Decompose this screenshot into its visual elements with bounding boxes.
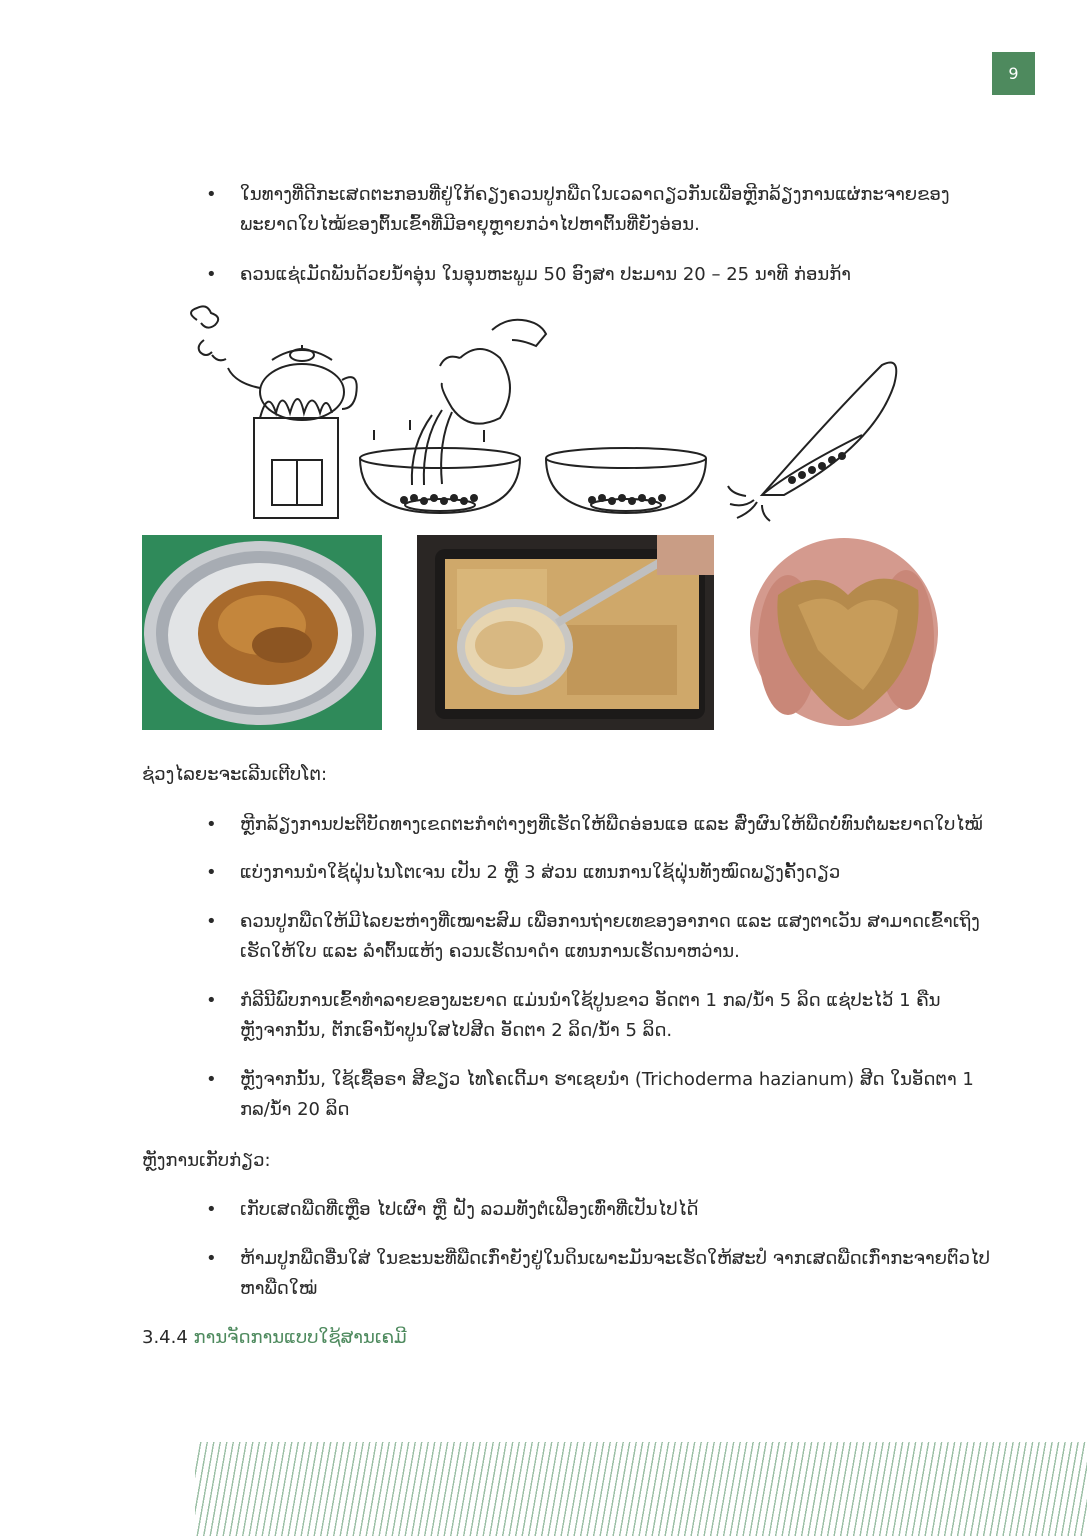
list-item: • ເກັບເສດພືດທີ່ເຫຼືອ ໄປເຜົາ ຫຼື ຝັງ ລວມທັງຕໍເຟືອງເທົ່າທີ່ເປັນໄປໄດ້	[206, 1195, 996, 1225]
section-title: ການຈັດການແບບໃຊ້ສານເຄມີ	[193, 1327, 407, 1348]
bullet-icon: •	[206, 1199, 217, 1220]
bullet-icon: •	[206, 264, 217, 285]
list-item: • ແບ່ງການນຳໃຊ້ຝຸ່ນໄນໂຕເຈນ ເປັນ 2 ຫຼື 3 ສ່ວນ ແທນການໃຊ້ຝຸ່ນທັງໝົດພຽງຄັ້ງດຽວ	[206, 858, 996, 888]
bullet-icon: •	[206, 184, 217, 205]
list-item: • ຫຼີກລ້ຽງການປະຕິບັດທາງເຂດຕະກຳຕ່າງໆທີ່ເຮັດໃຫ້ພືດອ່ອນແອ ແລະ ສົ່ງຜົນໃຫ້ພືດບໍ່ທົນຕໍ່ພະຍາດໃບໄໝ້	[206, 810, 996, 840]
section-heading	[142, 1323, 407, 1353]
list-item: • ຫຼັງຈາກນັ້ນ, ໃຊ້ເຊື້ອຣາ ສີຂຽວ ໄທໂຄເດີ້ມາ ຮາເຊຍນຳ (Trichoderma hazianum) ສີດ ໃນອັດຕາ 1 ກລ/ນ້ຳ 20 ລິດ	[206, 1065, 996, 1125]
list-item: • ຫ້າມປູກພືດອື່ນໃສ່ ໃນຂະນະທີ່ພືດເກົ່າຍັງຢູ່ໃນດິນເພາະມັນຈະເຮັດໃຫ້ສະປໍ ຈາກເສດພືດເກົ່າກະຈາຍຕົວໄປ ຫາພືດໃໝ່	[206, 1244, 996, 1304]
list-item: • ໃນທາງທີ່ດີກະເສດຕະກອນທີ່ຢູ່ໃກ້ຄຽງຄວນປູກພືດໃນເວລາດຽວກັນເພື່ອຫຼີກລ້ຽງການແຜ່ກະຈາຍຂອງ ພະຍາດໃບໄໝ້ຂອງຕົ້ນເຂົ້າທີ່ມີອາຍຸຫຼາຍກວ່າໄປຫາຕົ້ນທີ່ຍັງອ່ອນ.	[206, 180, 996, 240]
section-number: 3.4.4	[142, 1327, 188, 1348]
decorative-stripes	[195, 1442, 1087, 1536]
list-item: • ຄວນປູກພືດໃຫ້ມີໄລຍະຫ່າງທີ່ເໝາະສົມ ເພື່ອການຖ່າຍເທຂອງອາກາດ ແລະ ແສງຕາເວັນ ສາມາດເຂົ້າເຖິງ ເຮັດໃຫ້ໃບ ແລະ ລຳຕົ້ນແຫ້ງ ຄວນເຮັດນາດຳ ແທນການເຮັດນາຫວ່ານ.	[206, 907, 996, 967]
seed-soaking-illustration	[142, 300, 942, 525]
page-number: 9	[992, 52, 1035, 95]
heading-harvest: ຫຼັງການເກັບກ່ຽວ:	[142, 1150, 271, 1171]
bullet-icon: •	[206, 911, 217, 932]
bullet-icon: •	[206, 814, 217, 835]
photo-seeds-in-bowl	[142, 535, 382, 730]
heading-growth: ຊ່ວງໄລຍະຈະເລີນເຕີບໂຕ:	[142, 764, 328, 785]
bullet-icon: •	[206, 1248, 217, 1269]
bullet-icon: •	[206, 1069, 217, 1090]
photo-seeds-in-hands	[748, 535, 940, 730]
photo-seeds-in-tray	[417, 535, 714, 730]
list-item: • ກໍລີນີພົບການເຂົ້າທຳລາຍຂອງພະຍາດ ແມ່ນນຳໃຊ້ປູນຂາວ ອັດຕາ 1 ກລ/ນ້ຳ 5 ລິດ ແຊ່ປະໄວ້ 1 ຄືນ ຫຼັງຈາກນັ້ນ, ຕັກເອົານ້ຳປູນໃສໄປສີດ ອັດຕາ 2 ລິດ/ນ້ຳ 5 ລິດ.	[206, 986, 996, 1046]
list-item: • ຄວນແຊ່ເມັດພັນດ້ວຍນ້ຳອຸ່ນ ໃນອຸນຫະພູມ 50 ອົງສາ ປະມານ 20 – 25 ນາທີ ກ່ອນກ້າ	[206, 260, 996, 290]
bullet-icon: •	[206, 862, 217, 883]
bullet-icon: •	[206, 990, 217, 1011]
